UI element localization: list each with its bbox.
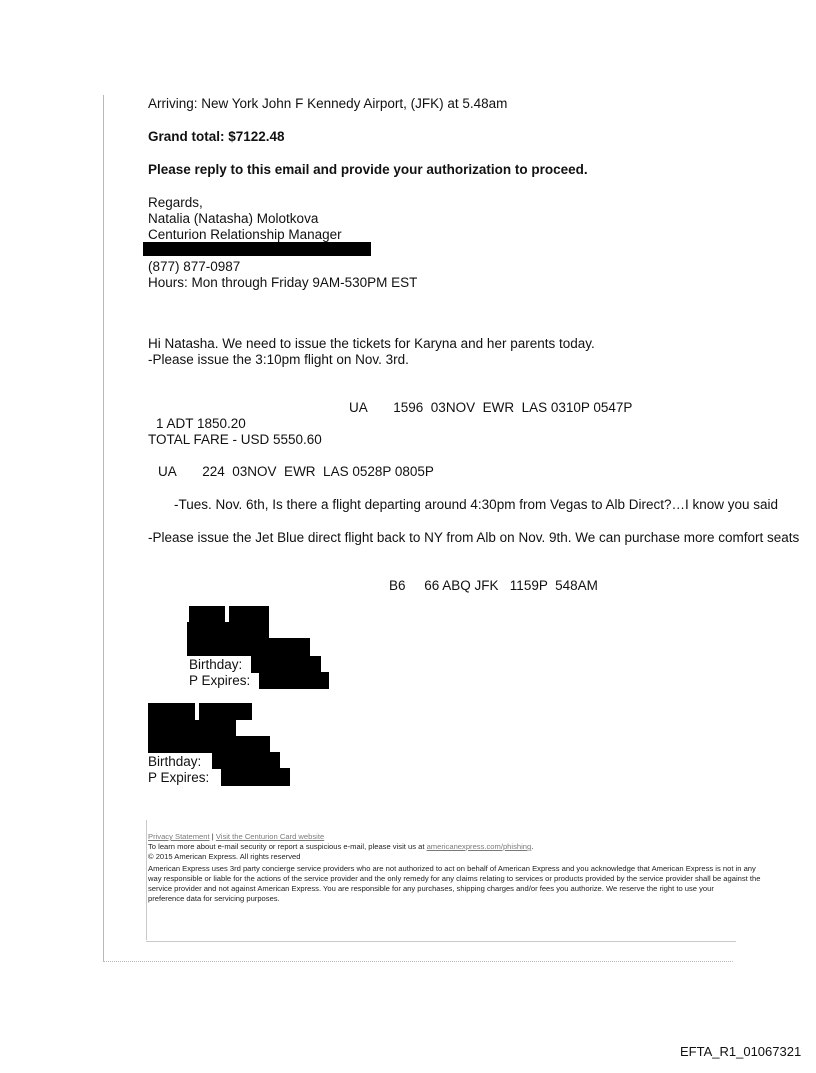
document-id: EFTA_R1_01067321 <box>680 1044 802 1059</box>
privacy-statement-link[interactable]: Privacy Statement <box>148 832 210 841</box>
left-border <box>103 95 104 961</box>
phone: (877) 877-0987 <box>148 259 241 274</box>
redaction-block <box>251 656 321 673</box>
passenger-2-expires-label: P Expires: <box>148 770 210 785</box>
regards: Regards, <box>148 195 203 210</box>
redaction-block <box>187 622 269 638</box>
arriving-line: Arriving: New York John F Kennedy Airport, (JFK) at 5.48am <box>148 96 508 111</box>
footer-disclaimer-3: service provider and not against American Express. You are responsible for any purchases, shipping charges and/or fees you authorize. We reserve the right to use your <box>148 884 714 893</box>
flight-1: UA 1596 03NOV EWR LAS 0310P 0547P <box>349 400 633 415</box>
footer-copyright: © 2015 American Express. All rights reserved <box>148 852 301 861</box>
redaction-block <box>187 638 310 656</box>
passenger-1-birthday-label: Birthday: <box>189 657 243 672</box>
sender-name: Natalia (Natasha) Molotkova <box>148 211 319 226</box>
redaction-block <box>143 242 371 256</box>
reply-greeting: Hi Natasha. We need to issue the tickets for Karyna and her parents today. <box>148 336 595 351</box>
reply-line-2: -Tues. Nov. 6th, Is there a flight departing around 4:30pm from Vegas to Alb Direct?…I know you said <box>174 497 779 512</box>
footer-border-bottom <box>146 941 736 942</box>
redaction-block <box>199 703 252 720</box>
fare-total: TOTAL FARE - USD 5550.60 <box>148 432 322 447</box>
security-text-end: . <box>531 842 534 851</box>
passenger-1-expires-label: P Expires: <box>189 673 251 688</box>
redaction-block <box>148 736 270 753</box>
redaction-block <box>259 672 329 689</box>
flight-2: UA 224 03NOV EWR LAS 0528P 0805P <box>158 464 434 479</box>
hours: Hours: Mon through Friday 9AM-530PM EST <box>148 275 418 290</box>
redaction-block <box>189 606 225 622</box>
bottom-border <box>103 961 733 962</box>
reply-line-3: -Please issue the Jet Blue direct flight back to NY from Alb on Nov. 9th. We can purchase more comfort seats <box>148 530 800 545</box>
reply-line-1: -Please issue the 3:10pm flight on Nov. 3rd. <box>148 352 409 367</box>
footer-border-left <box>146 820 147 940</box>
phishing-link[interactable]: americanexpress.com/phishing <box>426 842 532 851</box>
footer-separator: | <box>209 832 216 841</box>
sender-title: Centurion Relationship Manager <box>148 227 342 242</box>
reply-request: Please reply to this email and provide your authorization to proceed. <box>148 162 588 177</box>
redaction-block <box>229 606 269 622</box>
grand-total: Grand total: $7122.48 <box>148 129 285 144</box>
fare-passenger: 1 ADT 1850.20 <box>156 416 246 431</box>
footer-disclaimer-1: American Express uses 3rd party concierge service providers who are not authorized to act on behalf of American Express and you acknowledge that American Express is not in any <box>148 864 756 873</box>
security-text: To learn more about e-mail security or report a suspicious e-mail, please visit us at <box>148 842 427 851</box>
footer-disclaimer-4: preference data for servicing purposes. <box>148 894 280 903</box>
redaction-block <box>221 768 290 786</box>
centurion-card-link[interactable]: Visit the Centurion Card website <box>215 832 325 841</box>
flight-3: B6 66 ABQ JFK 1159P 548AM <box>389 578 598 593</box>
footer-links <box>148 832 324 842</box>
footer-security <box>148 842 533 852</box>
redaction-block <box>212 752 280 769</box>
redaction-block <box>148 720 236 736</box>
footer-disclaimer-2: way responsible or liable for the actions of the service provider and the only remedy for any claims relating to services or products provided by the service provider shall be against the <box>148 874 761 883</box>
passenger-2-birthday-label: Birthday: <box>148 754 202 769</box>
redaction-block <box>148 703 195 720</box>
